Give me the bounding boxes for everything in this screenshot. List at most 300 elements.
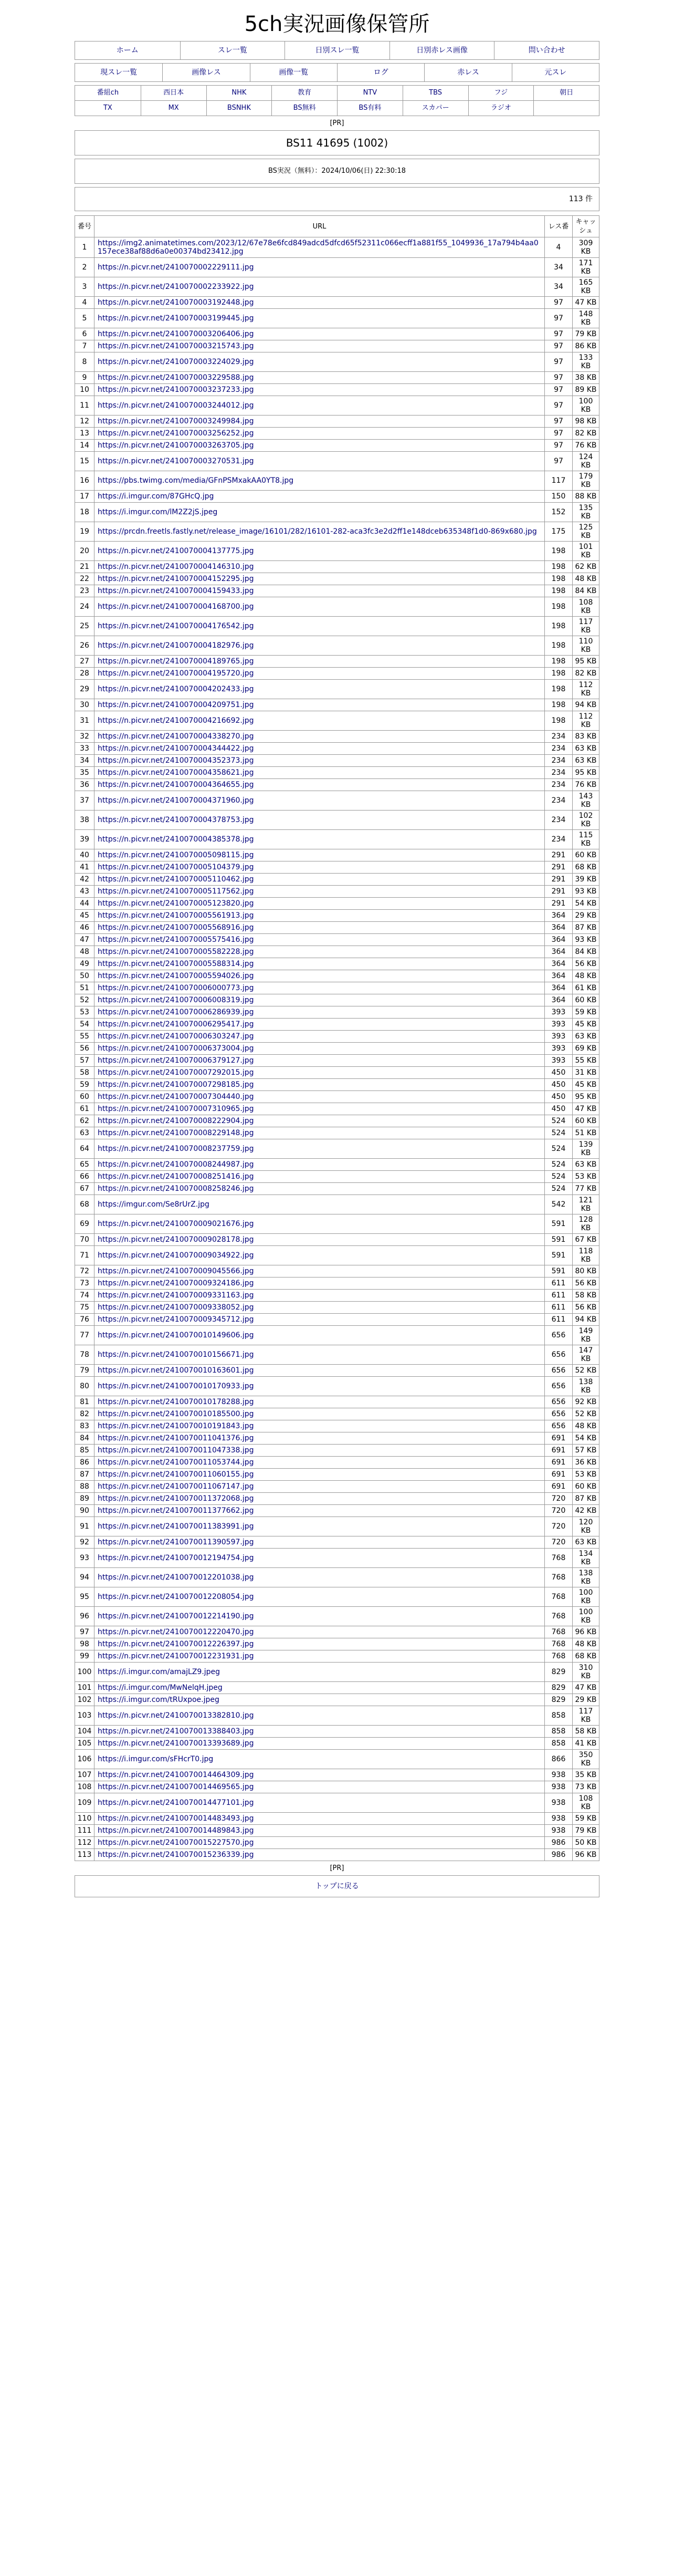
image-url-link[interactable]: https://n.picvr.net/2410070014489843.jpg xyxy=(98,1826,254,1835)
image-url-link[interactable]: https://n.picvr.net/2410070010170933.jpg xyxy=(98,1382,254,1390)
row-res-number: 364 xyxy=(545,910,573,922)
row-res-number: 858 xyxy=(545,1738,573,1750)
row-url-cell xyxy=(94,636,545,656)
row-url-cell xyxy=(94,1103,545,1115)
image-url-link[interactable]: https://n.picvr.net/2410070013388403.jpg xyxy=(98,1727,254,1736)
image-url-link[interactable]: https://n.picvr.net/2410070003215743.jpg xyxy=(98,342,254,350)
row-cache-size: 139 KB xyxy=(573,1139,599,1159)
row-cache-size: 68 KB xyxy=(573,861,599,874)
row-cache-size: 309 KB xyxy=(573,237,599,258)
row-cache-size: 67 KB xyxy=(573,1234,599,1246)
image-url-link[interactable]: https://n.picvr.net/2410070004182976.jpg xyxy=(98,641,254,650)
row-url-cell xyxy=(94,898,545,910)
image-url-link[interactable]: https://i.imgur.com/amajLZ9.jpeg xyxy=(98,1668,220,1676)
image-url-link[interactable]: https://n.picvr.net/2410070004352373.jpg xyxy=(98,756,254,765)
image-url-link[interactable]: https://n.picvr.net/2410070007292015.jpg xyxy=(98,1068,254,1077)
row-url-cell xyxy=(94,1326,545,1345)
row-number: 15 xyxy=(75,452,94,471)
image-url-link[interactable]: https://n.picvr.net/2410070005582228.jpg xyxy=(98,948,254,956)
image-url-link[interactable]: https://n.picvr.net/2410070011041376.jpg xyxy=(98,1434,254,1442)
image-url-link[interactable]: https://n.picvr.net/2410070004385378.jpg xyxy=(98,835,254,844)
image-url-link[interactable]: https://n.picvr.net/2410070010185500.jpg xyxy=(98,1410,254,1418)
row-cache-size: 80 KB xyxy=(573,1265,599,1277)
image-url-link[interactable]: https://n.picvr.net/2410070003192448.jpg xyxy=(98,298,254,307)
image-url-link[interactable]: https://n.picvr.net/2410070003249984.jpg xyxy=(98,417,254,425)
row-number: 69 xyxy=(75,1214,94,1234)
image-url-link[interactable]: https://n.picvr.net/2410070003237233.jpg xyxy=(98,386,254,394)
row-number: 107 xyxy=(75,1769,94,1781)
image-url-link[interactable]: https://n.picvr.net/2410070004202433.jpg xyxy=(98,685,254,693)
image-url-link[interactable]: https://n.picvr.net/2410070011060155.jpg xyxy=(98,1470,254,1479)
image-url-link[interactable]: https://n.picvr.net/2410070003263705.jpg xyxy=(98,441,254,450)
table-row xyxy=(75,1493,599,1505)
row-url-cell xyxy=(94,1813,545,1825)
channel-radio[interactable]: ラジオ xyxy=(468,100,534,116)
channel-bsnhk[interactable]: BSNHK xyxy=(206,100,272,116)
image-url-link[interactable]: https://n.picvr.net/2410070007304440.jpg xyxy=(98,1093,254,1101)
row-url-cell xyxy=(94,277,545,297)
row-cache-size: 31 KB xyxy=(573,1067,599,1079)
image-url-link[interactable]: https://n.picvr.net/2410070004209751.jpg xyxy=(98,701,254,709)
row-cache-size: 39 KB xyxy=(573,874,599,886)
row-cache-size: 117 KB xyxy=(573,1706,599,1726)
image-url-link[interactable]: https://n.picvr.net/2410070003199445.jpg xyxy=(98,314,254,323)
row-res-number: 97 xyxy=(545,372,573,384)
table-row xyxy=(75,1706,599,1726)
row-res-number: 768 xyxy=(545,1626,573,1638)
channel-mx[interactable]: MX xyxy=(141,100,206,116)
row-cache-size: 47 KB xyxy=(573,1103,599,1115)
image-url-link[interactable]: https://n.picvr.net/2410070006000773.jpg xyxy=(98,984,254,992)
image-url-link[interactable]: https://n.picvr.net/2410070009345712.jpg xyxy=(98,1315,254,1324)
image-url-link[interactable]: https://n.picvr.net/2410070009045566.jpg xyxy=(98,1267,254,1275)
row-url-cell xyxy=(94,922,545,934)
row-number: 68 xyxy=(75,1195,94,1214)
row-url-cell xyxy=(94,573,545,585)
table-row xyxy=(75,898,599,910)
image-url-link[interactable]: https://n.picvr.net/2410070008244987.jpg xyxy=(98,1160,254,1169)
row-number: 40 xyxy=(75,849,94,861)
row-res-number: 234 xyxy=(545,779,573,791)
image-url-link[interactable]: https://n.picvr.net/2410070011377662.jpg xyxy=(98,1507,254,1515)
row-number: 85 xyxy=(75,1445,94,1457)
row-res-number: 611 xyxy=(545,1314,573,1326)
image-url-link[interactable]: https://n.picvr.net/2410070003224029.jpg xyxy=(98,358,254,366)
row-cache-size: 102 KB xyxy=(573,811,599,830)
row-cache-size: 55 KB xyxy=(573,1055,599,1067)
channel-nhk[interactable]: NHK xyxy=(206,86,272,100)
image-url-link[interactable]: https://i.imgur.com/tRUxpoe.jpeg xyxy=(98,1696,219,1704)
image-url-link[interactable]: https://n.picvr.net/2410070014464309.jpg xyxy=(98,1771,254,1779)
image-url-link[interactable]: https://n.picvr.net/2410070012220470.jpg xyxy=(98,1628,254,1636)
row-url-cell xyxy=(94,1159,545,1171)
row-res-number: 291 xyxy=(545,861,573,874)
row-number: 55 xyxy=(75,1031,94,1043)
channel-bs-free[interactable]: BS無料 xyxy=(271,100,337,116)
channel-bs-paid[interactable]: BS有料 xyxy=(337,100,403,116)
row-number: 48 xyxy=(75,946,94,958)
image-url-link[interactable]: https://n.picvr.net/2410070004152295.jpg xyxy=(98,575,254,583)
row-number: 59 xyxy=(75,1079,94,1091)
row-cache-size: 60 KB xyxy=(573,849,599,861)
image-url-link[interactable]: https://i.imgur.com/MwNelqH.jpeg xyxy=(98,1684,223,1692)
channel-tbs[interactable]: TBS xyxy=(403,86,468,100)
image-url-link[interactable]: https://n.picvr.net/2410070006373004.jpg xyxy=(98,1044,254,1053)
nav-original-thread[interactable]: 元スレ xyxy=(512,64,599,81)
row-url-cell xyxy=(94,1505,545,1517)
row-res-number: 234 xyxy=(545,767,573,779)
image-url-link[interactable]: https://i.imgur.com/lM2Z2jS.jpeg xyxy=(98,508,218,516)
row-cache-size: 60 KB xyxy=(573,1115,599,1127)
image-url-link[interactable]: https://n.picvr.net/2410070011383991.jpg xyxy=(98,1522,254,1531)
image-url-link[interactable]: https://img2.animatetimes.com/2023/12/67e78e6fcd849adcd5dfcd65f52311c066ecff1a881f55_1049936_17a794b4aa0157ece38af88d6a0e00374bd23412.jpg xyxy=(98,239,539,256)
pr-label-bottom: [PR] xyxy=(330,1864,344,1872)
image-url-link[interactable]: https://n.picvr.net/2410070012231931.jpg xyxy=(98,1652,254,1660)
image-url-link[interactable]: https://n.picvr.net/2410070005123820.jpg xyxy=(98,899,254,908)
image-url-link[interactable]: https://n.picvr.net/2410070006303247.jpg xyxy=(98,1032,254,1041)
row-number: 29 xyxy=(75,680,94,699)
image-url-link[interactable]: https://n.picvr.net/2410070005568916.jpg xyxy=(98,923,254,932)
row-url-cell xyxy=(94,711,545,731)
row-cache-size: 63 KB xyxy=(573,743,599,755)
table-row xyxy=(75,1031,599,1043)
row-res-number: 938 xyxy=(545,1825,573,1837)
image-url-link[interactable]: https://n.picvr.net/2410070011047338.jpg xyxy=(98,1446,254,1455)
row-cache-size: 148 KB xyxy=(573,309,599,328)
row-number: 56 xyxy=(75,1043,94,1055)
site-title: 5ch実況画像保管所 xyxy=(244,12,430,36)
header-cache: キャッシュ xyxy=(573,216,599,237)
row-number: 62 xyxy=(75,1115,94,1127)
row-res-number: 829 xyxy=(545,1694,573,1706)
image-url-link[interactable]: https://n.picvr.net/2410070004189765.jpg xyxy=(98,657,254,666)
image-url-link[interactable]: https://n.picvr.net/2410070008229148.jpg xyxy=(98,1129,254,1137)
row-url-cell xyxy=(94,699,545,711)
row-number: 76 xyxy=(75,1314,94,1326)
header-num: 番号 xyxy=(75,216,94,237)
image-url-link[interactable]: https://n.picvr.net/2410070012208054.jpg xyxy=(98,1593,254,1601)
image-url-link[interactable]: https://n.picvr.net/2410070005594026.jpg xyxy=(98,972,254,980)
table-row xyxy=(75,1079,599,1091)
row-url-cell xyxy=(94,1043,545,1055)
row-res-number: 656 xyxy=(545,1345,573,1365)
row-res-number: 691 xyxy=(545,1457,573,1469)
row-number: 70 xyxy=(75,1234,94,1246)
row-res-number: 34 xyxy=(545,258,573,277)
row-cache-size: 79 KB xyxy=(573,1825,599,1837)
row-res-number: 656 xyxy=(545,1377,573,1396)
row-url-cell xyxy=(94,416,545,428)
table-row xyxy=(75,1813,599,1825)
table-row xyxy=(75,372,599,384)
nav-daily-red-images[interactable]: 日別赤レス画像 xyxy=(389,41,494,59)
row-cache-size: 310 KB xyxy=(573,1663,599,1682)
image-url-link[interactable]: https://n.picvr.net/2410070011372068.jpg xyxy=(98,1494,254,1503)
channel-bangumi[interactable]: 番組ch xyxy=(97,89,119,97)
row-number: 19 xyxy=(75,522,94,542)
row-number: 52 xyxy=(75,994,94,1006)
row-number: 9 xyxy=(75,372,94,384)
table-row xyxy=(75,680,599,699)
image-url-link[interactable]: https://n.picvr.net/2410070004216692.jpg xyxy=(98,716,254,725)
image-url-link[interactable]: https://n.picvr.net/2410070009324186.jpg xyxy=(98,1279,254,1287)
table-row xyxy=(75,1103,599,1115)
channel-nav xyxy=(75,85,599,116)
channel-tx[interactable]: TX xyxy=(75,100,141,116)
row-number: 11 xyxy=(75,396,94,416)
row-cache-size: 58 KB xyxy=(573,1726,599,1738)
row-number: 46 xyxy=(75,922,94,934)
row-number: 86 xyxy=(75,1457,94,1469)
row-res-number: 291 xyxy=(545,874,573,886)
row-cache-size: 84 KB xyxy=(573,946,599,958)
row-url-cell xyxy=(94,1139,545,1159)
image-url-link[interactable]: https://n.picvr.net/2410070003229588.jpg xyxy=(98,373,254,382)
image-url-link[interactable]: https://n.picvr.net/2410070004159433.jpg xyxy=(98,587,254,595)
image-url-link[interactable]: https://n.picvr.net/2410070005561913.jpg xyxy=(98,911,254,920)
image-url-link[interactable]: https://i.imgur.com/sFHcrT0.jpg xyxy=(98,1755,214,1763)
image-url-link[interactable]: https://n.picvr.net/2410070003206406.jpg xyxy=(98,330,254,338)
row-number: 99 xyxy=(75,1650,94,1663)
image-url-link[interactable]: https://n.picvr.net/2410070002233922.jpg xyxy=(98,283,254,291)
image-url-link[interactable]: https://n.picvr.net/2410070005575416.jpg xyxy=(98,936,254,944)
row-res-number: 198 xyxy=(545,711,573,731)
table-row xyxy=(75,946,599,958)
back-to-top-link[interactable]: トップに戻る xyxy=(315,1882,359,1891)
image-url-link[interactable]: https://n.picvr.net/2410070011067147.jpg xyxy=(98,1482,254,1491)
row-res-number: 393 xyxy=(545,1043,573,1055)
row-url-cell xyxy=(94,1726,545,1738)
row-number: 7 xyxy=(75,340,94,352)
image-url-link[interactable]: https://n.picvr.net/2410070006379127.jpg xyxy=(98,1056,254,1065)
image-url-link[interactable]: https://n.picvr.net/2410070011390597.jpg xyxy=(98,1538,254,1546)
row-cache-size: 48 KB xyxy=(573,1420,599,1432)
table-body xyxy=(75,237,599,1861)
nav-red-res[interactable]: 赤レス xyxy=(424,64,511,81)
image-url-link[interactable]: https://n.picvr.net/2410070007310965.jpg xyxy=(98,1105,254,1113)
row-cache-size: 59 KB xyxy=(573,1006,599,1019)
row-cache-size: 143 KB xyxy=(573,791,599,811)
row-res-number: 150 xyxy=(545,491,573,503)
image-url-link[interactable]: https://n.picvr.net/2410070015236339.jpg xyxy=(98,1851,254,1859)
row-res-number: 97 xyxy=(545,416,573,428)
channel-kyouiku[interactable]: 教育 xyxy=(271,86,337,100)
table-row xyxy=(75,861,599,874)
image-url-link[interactable]: https://n.picvr.net/2410070004137775.jpg xyxy=(98,547,254,555)
nav-home[interactable]: ホーム xyxy=(116,46,139,55)
table-row xyxy=(75,440,599,452)
image-url-link[interactable]: https://n.picvr.net/2410070014469565.jpg xyxy=(98,1783,254,1791)
row-res-number: 198 xyxy=(545,680,573,699)
image-url-link[interactable]: https://n.picvr.net/2410070014483493.jpg xyxy=(98,1814,254,1823)
row-cache-size: 86 KB xyxy=(573,340,599,352)
image-url-link[interactable]: https://n.picvr.net/2410070012226397.jpg xyxy=(98,1640,254,1648)
row-res-number: 364 xyxy=(545,970,573,982)
image-url-link[interactable]: https://i.imgur.com/87GHcQ.jpg xyxy=(98,492,214,501)
table-row xyxy=(75,1849,599,1861)
row-number: 42 xyxy=(75,874,94,886)
nav-image-res[interactable]: 画像レス xyxy=(162,64,249,81)
nav-log[interactable]: ログ xyxy=(337,64,424,81)
row-res-number: 524 xyxy=(545,1159,573,1171)
row-cache-size: 95 KB xyxy=(573,767,599,779)
image-url-link[interactable]: https://n.picvr.net/2410070009331163.jpg xyxy=(98,1291,254,1300)
image-url-link[interactable]: https://n.picvr.net/2410070003244012.jpg xyxy=(98,401,254,410)
image-url-link[interactable]: https://n.picvr.net/2410070003270531.jpg xyxy=(98,457,254,465)
channel-fuji[interactable]: フジ xyxy=(468,86,534,100)
row-url-cell xyxy=(94,1682,545,1694)
image-url-link[interactable]: https://n.picvr.net/2410070005110462.jpg xyxy=(98,875,254,884)
table-row xyxy=(75,542,599,561)
nav-contact[interactable]: 問い合わせ xyxy=(494,41,599,59)
image-url-link[interactable]: https://n.picvr.net/2410070008251416.jpg xyxy=(98,1172,254,1181)
row-url-cell xyxy=(94,1626,545,1638)
table-row xyxy=(75,277,599,297)
image-url-link[interactable]: https://n.picvr.net/2410070005588314.jpg xyxy=(98,960,254,968)
image-url-link[interactable]: https://imgur.com/Se8rUrZ.jpg xyxy=(98,1200,209,1209)
row-url-cell xyxy=(94,668,545,680)
row-res-number: 198 xyxy=(545,573,573,585)
row-number: 6 xyxy=(75,328,94,340)
image-url-link[interactable]: https://n.picvr.net/2410070004378753.jpg xyxy=(98,816,254,824)
nav-current-threads[interactable]: 現スレ一覧 xyxy=(100,68,138,77)
thread-title: BS11 41695 (1002) xyxy=(75,130,599,155)
image-url-link[interactable]: https://n.picvr.net/2410070005104379.jpg xyxy=(98,863,254,871)
image-url-link[interactable]: https://n.picvr.net/2410070009338052.jpg xyxy=(98,1303,254,1312)
row-cache-size: 29 KB xyxy=(573,910,599,922)
image-url-link[interactable]: https://pbs.twimg.com/media/GFnPSMxakAA0YT8.jpg xyxy=(98,476,294,485)
row-res-number: 291 xyxy=(545,886,573,898)
channel-ntv[interactable]: NTV xyxy=(337,86,403,100)
row-number: 96 xyxy=(75,1607,94,1626)
image-url-link[interactable]: https://n.picvr.net/2410070009021676.jpg xyxy=(98,1220,254,1228)
row-url-cell xyxy=(94,328,545,340)
channel-asahi[interactable]: 朝日 xyxy=(533,86,599,100)
nav-daily-threads[interactable]: 日別スレ一覧 xyxy=(285,41,389,59)
row-res-number: 97 xyxy=(545,309,573,328)
image-url-link[interactable]: https://n.picvr.net/2410070012201038.jpg xyxy=(98,1573,254,1582)
row-url-cell xyxy=(94,656,545,668)
channel-skyperfect[interactable]: スカパー xyxy=(403,100,468,116)
row-number: 31 xyxy=(75,711,94,731)
image-url-link[interactable]: https://n.picvr.net/2410070010178288.jpg xyxy=(98,1398,254,1406)
pr-label-top: [PR] xyxy=(330,119,344,127)
image-url-link[interactable]: https://n.picvr.net/2410070013393689.jpg xyxy=(98,1739,254,1748)
row-res-number: 198 xyxy=(545,699,573,711)
row-number: 61 xyxy=(75,1103,94,1115)
row-res-number: 829 xyxy=(545,1682,573,1694)
image-url-link[interactable]: https://n.picvr.net/2410070012194754.jpg xyxy=(98,1554,254,1562)
image-url-link[interactable]: https://n.picvr.net/2410070004364655.jpg xyxy=(98,781,254,789)
image-url-link[interactable]: https://n.picvr.net/2410070003256252.jpg xyxy=(98,429,254,438)
row-url-cell xyxy=(94,522,545,542)
image-url-link[interactable]: https://n.picvr.net/2410070004358621.jpg xyxy=(98,768,254,777)
row-res-number: 524 xyxy=(545,1127,573,1139)
row-number: 66 xyxy=(75,1171,94,1183)
table-row xyxy=(75,352,599,372)
image-url-link[interactable]: https://n.picvr.net/2410070004176542.jpg xyxy=(98,622,254,630)
nav-thread-list[interactable]: スレ一覧 xyxy=(180,41,285,59)
image-url-link[interactable]: https://n.picvr.net/2410070004168700.jpg xyxy=(98,603,254,611)
image-url-link[interactable]: https://n.picvr.net/2410070002229111.jpg xyxy=(98,263,254,272)
row-url-cell xyxy=(94,1663,545,1682)
image-url-link[interactable]: https://n.picvr.net/2410070004195720.jpg xyxy=(98,669,254,678)
table-row xyxy=(75,1006,599,1019)
image-url-link[interactable]: https://n.picvr.net/2410070004338270.jpg xyxy=(98,732,254,741)
table-row xyxy=(75,1326,599,1345)
image-url-link[interactable]: https://n.picvr.net/2410070013382810.jpg xyxy=(98,1711,254,1720)
image-url-link[interactable]: https://n.picvr.net/2410070015227570.jpg xyxy=(98,1838,254,1847)
table-row xyxy=(75,1265,599,1277)
row-res-number: 938 xyxy=(545,1793,573,1813)
row-url-cell xyxy=(94,1055,545,1067)
row-cache-size: 77 KB xyxy=(573,1183,599,1195)
image-url-link[interactable]: https://n.picvr.net/2410070010191843.jpg xyxy=(98,1422,254,1430)
image-url-link[interactable]: https://prcdn.freetls.fastly.net/release_image/16101/282/16101-282-aca3fc3e2d2ff1e148dceb635348f1d0-869x680.jpg xyxy=(98,527,537,536)
image-url-link[interactable]: https://n.picvr.net/2410070008222904.jpg xyxy=(98,1117,254,1125)
row-cache-size: 48 KB xyxy=(573,970,599,982)
channel-nishinihon[interactable]: 西日本 xyxy=(141,86,206,100)
row-number: 90 xyxy=(75,1505,94,1517)
image-url-link[interactable]: https://n.picvr.net/2410070008258246.jpg xyxy=(98,1185,254,1193)
row-number: 92 xyxy=(75,1536,94,1549)
row-cache-size: 165 KB xyxy=(573,277,599,297)
image-url-link[interactable]: https://n.picvr.net/2410070006008319.jpg xyxy=(98,996,254,1004)
row-number: 26 xyxy=(75,636,94,656)
image-url-link[interactable]: https://n.picvr.net/2410070004146310.jpg xyxy=(98,563,254,571)
row-cache-size: 76 KB xyxy=(573,779,599,791)
row-cache-size: 92 KB xyxy=(573,1396,599,1408)
nav-image-list[interactable]: 画像一覧 xyxy=(250,64,337,81)
image-url-link[interactable]: https://n.picvr.net/2410070010156671.jpg xyxy=(98,1351,254,1359)
table-row xyxy=(75,874,599,886)
row-number: 10 xyxy=(75,384,94,396)
image-url-link[interactable]: https://n.picvr.net/2410070012214190.jpg xyxy=(98,1612,254,1621)
image-url-link[interactable]: https://n.picvr.net/2410070008237759.jpg xyxy=(98,1145,254,1153)
row-cache-size: 117 KB xyxy=(573,617,599,636)
row-url-cell xyxy=(94,440,545,452)
image-url-link[interactable]: https://n.picvr.net/2410070005117562.jpg xyxy=(98,887,254,896)
row-res-number: 591 xyxy=(545,1246,573,1265)
row-url-cell xyxy=(94,982,545,994)
image-url-link[interactable]: https://n.picvr.net/2410070006295417.jpg xyxy=(98,1020,254,1029)
row-cache-size: 38 KB xyxy=(573,372,599,384)
row-url-cell xyxy=(94,1517,545,1536)
image-url-link[interactable]: https://n.picvr.net/2410070004344422.jpg xyxy=(98,744,254,753)
image-url-link[interactable]: https://n.picvr.net/2410070009034922.jpg xyxy=(98,1251,254,1260)
image-url-link[interactable]: https://n.picvr.net/2410070011053744.jpg xyxy=(98,1458,254,1467)
row-cache-size: 52 KB xyxy=(573,1408,599,1420)
image-url-link[interactable]: https://n.picvr.net/2410070004371960.jpg xyxy=(98,796,254,805)
row-url-cell xyxy=(94,1738,545,1750)
table-row xyxy=(75,1457,599,1469)
image-url-link[interactable]: https://n.picvr.net/2410070010163601.jpg xyxy=(98,1366,254,1375)
row-cache-size: 87 KB xyxy=(573,922,599,934)
image-url-link[interactable]: https://n.picvr.net/2410070006286939.jpg xyxy=(98,1008,254,1016)
row-url-cell xyxy=(94,767,545,779)
table-row xyxy=(75,491,599,503)
row-number: 44 xyxy=(75,898,94,910)
image-url-link[interactable]: https://n.picvr.net/2410070007298185.jpg xyxy=(98,1081,254,1089)
row-number: 79 xyxy=(75,1365,94,1377)
image-url-link[interactable]: https://n.picvr.net/2410070010149606.jpg xyxy=(98,1331,254,1339)
image-url-link[interactable]: https://n.picvr.net/2410070009028178.jpg xyxy=(98,1235,254,1244)
table-row xyxy=(75,779,599,791)
image-url-link[interactable]: https://n.picvr.net/2410070014477101.jpg xyxy=(98,1799,254,1807)
row-cache-size: 47 KB xyxy=(573,1682,599,1694)
image-url-link[interactable]: https://n.picvr.net/2410070005098115.jpg xyxy=(98,851,254,859)
table-row xyxy=(75,922,599,934)
